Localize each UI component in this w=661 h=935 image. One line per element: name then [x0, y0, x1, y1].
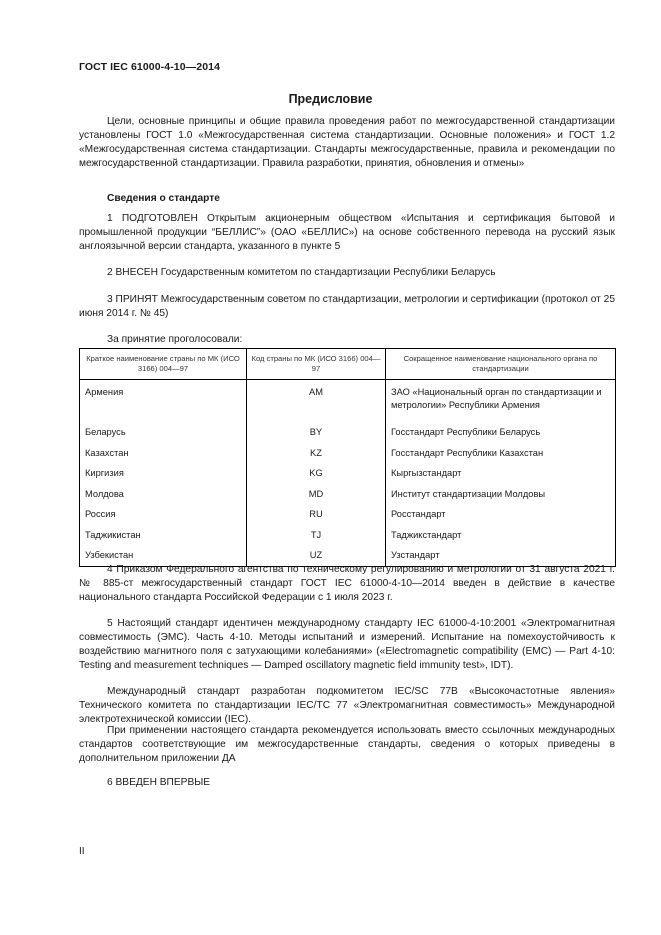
cell-country: Россия — [80, 504, 247, 525]
cell-body: Госстандарт Республики Казахстан — [386, 443, 616, 464]
cell-country: Беларусь — [80, 417, 247, 443]
item-2: 2 ВНЕСЕН Государственным комитетом по стандартизации Республики Беларусь — [107, 267, 496, 278]
col-header-country: Краткое наименование страны по МК (ИСО 3166) 004—97 — [80, 349, 247, 380]
cell-country: Молдова — [80, 484, 247, 505]
page-title: Предисловие — [288, 92, 373, 106]
cell-code: MD — [247, 484, 386, 505]
cell-code: RU — [247, 504, 386, 525]
cell-body: Госстандарт Республики Беларусь — [386, 417, 616, 443]
cell-code: AM — [247, 380, 386, 418]
table-header-row — [80, 349, 616, 380]
cell-country: Казахстан — [80, 443, 247, 464]
cell-code: KZ — [247, 443, 386, 464]
voting-table — [79, 348, 616, 567]
table-row — [80, 463, 616, 484]
item-5-paragraph-3: При применении настоящего стандарта рекомендуется использовать вместо ссылочных международных стандартов соответствующие им межгосударственные стандарты, сведения о которых приведены в дополнительном приложении ДА — [79, 725, 615, 764]
voted-label: За принятие проголосовали: — [107, 334, 243, 345]
item-3: 3 ПРИНЯТ Межгосударственным советом по стандартизации, метрологии и сертификации (протокол от 25 июня 2014 г. № 45) — [79, 294, 615, 319]
table-row — [80, 380, 616, 418]
cell-body: ЗАО «Национальный орган по стандартизации и метрологии» Республики Армения — [386, 380, 616, 418]
item-5: 5 Настоящий стандарт идентичен международному стандарту IEC 61000-4-10:2001 «Электромагнитная совместимость (ЭМС). Часть 4-10. Методы испытаний и измерений. Испытание на помехоустойчивость к воздействию магнитного поля с затухающими колебаниями» («Electromagnetic compatibility (EMC) — Part 4-10: Testing and measurement techniques — Damped oscillatory magnetic field immunity test», IDT). — [79, 618, 615, 671]
table-row — [80, 484, 616, 505]
cell-country: Узбекистан — [80, 545, 247, 566]
cell-country: Киргизия — [80, 463, 247, 484]
cell-country: Таджикистан — [80, 525, 247, 546]
table-row — [80, 504, 616, 525]
item-6: 6 ВВЕДЕН ВПЕРВЫЕ — [107, 777, 211, 788]
cell-body: Институт стандартизации Молдовы — [386, 484, 616, 505]
item-5-paragraph-2: Международный стандарт разработан подкомитетом IEC/SC 77B «Высокочастотные явления» Технического комитета по стандартизации IEC/TC 77 «Электромагнитная совместимость» Международной электротехнической комиссии (IEC). — [79, 686, 615, 725]
cell-body: Росстандарт — [386, 504, 616, 525]
item-1: 1 ПОДГОТОВЛЕН Открытым акционерным обществом «Испытания и сертификация бытовой и промышленной продукции “БЕЛЛИС”» (ОАО «БЕЛЛИС») на основе собственного перевода на русский язык англоязычной версии стандарта, указанного в пункте 5 — [79, 213, 615, 252]
table-row — [80, 525, 616, 546]
running-header: ГОСТ IEC 61000-4-10—2014 — [79, 61, 221, 73]
info-heading: Сведения о стандарте — [107, 193, 220, 204]
cell-body: Узстандарт — [386, 545, 616, 566]
cell-code: BY — [247, 417, 386, 443]
table-row — [80, 417, 616, 443]
cell-code: KG — [247, 463, 386, 484]
cell-code: UZ — [247, 545, 386, 566]
cell-body: Кыргызстандарт — [386, 463, 616, 484]
intro-paragraph: Цели, основные принципы и общие правила проведения работ по межгосударственной стандартизации установлены ГОСТ 1.0 «Межгосударственная система стандартизации. Основные положения» и ГОСТ 1.2 «Межгосударственная система стандартизации. Стандарты межгосударственные, правила и рекомендации по межгосударственной стандартизации. Правила разработки, принятия, обновления и отмены» — [79, 116, 615, 169]
cell-body: Таджикстандарт — [386, 525, 616, 546]
col-header-body: Сокращенное наименование национального органа по стандартизации — [386, 349, 616, 380]
item-4: 4 Приказом Федерального агентства по техническому регулированию и метрологии от 31 августа 2021 г. № 885-ст межгосударственный стандарт ГОСТ IEC 61000-4-10—2014 введен в действие в качестве национального стандарта Российской Федерации с 1 июля 2023 г. — [79, 564, 615, 603]
col-header-code: Код страны по МК (ИСО 3166) 004—97 — [247, 349, 386, 380]
table-row — [80, 443, 616, 464]
cell-country: Армения — [80, 380, 247, 418]
cell-code: TJ — [247, 525, 386, 546]
page-number: II — [79, 846, 85, 857]
